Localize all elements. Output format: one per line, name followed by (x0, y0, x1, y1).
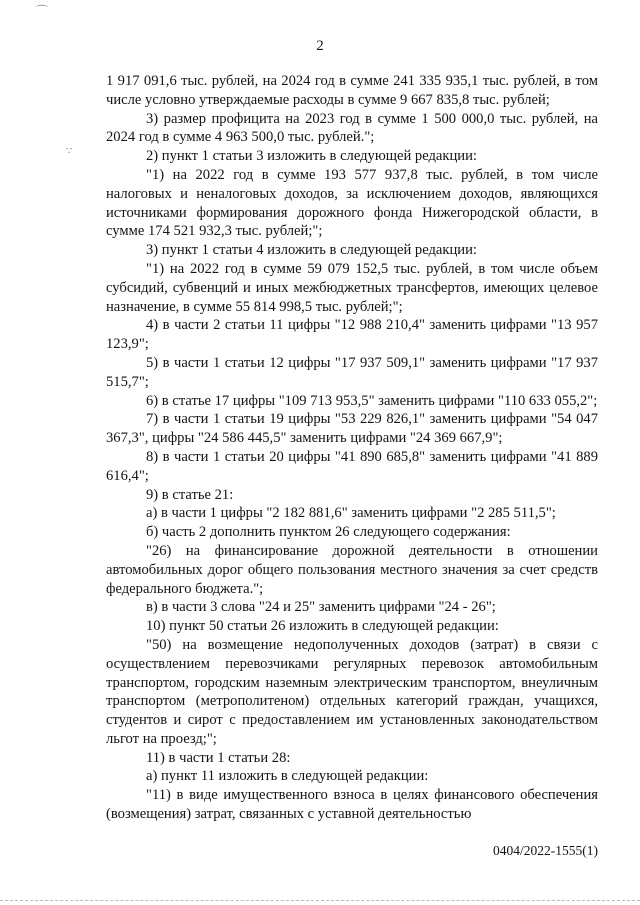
paragraph: 6) в статье 17 цифры "109 713 953,5" заменить цифрами "110 633 055,2"; (146, 392, 598, 409)
paragraph: 3) размер профицита на 2023 год в сумме 1 500 000,0 тыс. рублей, на 2024 год в сумме 4 963 500,0 тыс. рублей."; (106, 110, 598, 146)
paragraph: "11) в виде имущественного взноса в целях финансового обеспечения (возмещения) затрат, связанных с уставной деятельностью (106, 787, 598, 823)
document-body (106, 72, 598, 824)
paragraph: 10) пункт 50 статьи 26 изложить в следующей редакции: (146, 618, 499, 635)
scan-artifact-mark: ∵ (66, 146, 73, 157)
paragraph: 7) в части 1 статьи 19 цифры "53 229 826,1" заменить цифрами "54 047 367,3", цифры "24 586 445,5" заменить цифрами "24 369 667,9"; (106, 411, 598, 447)
paragraph: 2) пункт 1 статьи 3 изложить в следующей редакции: (146, 148, 477, 165)
paragraph: б) часть 2 дополнить пунктом 26 следующего содержания: (146, 524, 511, 541)
scan-artifact-mark: ⌒ (36, 4, 49, 18)
paragraph: 3) пункт 1 статьи 4 изложить в следующей редакции: (146, 242, 477, 259)
paragraph: а) пункт 11 изложить в следующей редакции: (146, 768, 429, 785)
paragraph: "1) на 2022 год в сумме 59 079 152,5 тыс. рублей, в том числе объем субсидий, субвенций и иных межбюджетных трансфертов, имеющих целевое назначение, в сумме 55 814 998,5 тыс. рублей;"; (106, 260, 598, 315)
paragraph: 8) в части 1 статьи 20 цифры "41 890 685,8" заменить цифрами "41 889 616,4"; (106, 448, 598, 484)
paragraph: 4) в части 2 статьи 11 цифры "12 988 210,4" заменить цифрами "13 957 123,9"; (106, 317, 598, 353)
paragraph: 9) в статье 21: (146, 486, 234, 503)
paragraph: "50) на возмещение недополученных доходов (затрат) в связи с осуществлением перевозчиками регулярных перевозок автомобильным транспортом, городским наземным электрическим транспортом, внеуличным транспортом (метрополитеном) отдельных категорий граждан, учащихся, студентов и сирот с предоставлением им установленных законодательством льгот на проезд;"; (106, 636, 598, 747)
paragraph: "1) на 2022 год в сумме 193 577 937,8 тыс. рублей, в том числе налоговых и неналоговых доходов, за исключением доходов, являющихся источниками формирования дорожного фонда Нижегородской области, в сумме 174 521 932,3 тыс. рублей;"; (106, 166, 598, 240)
paragraph: 1 917 091,6 тыс. рублей, на 2024 год в сумме 241 335 935,1 тыс. рублей, в том числе условно утверждаемые расходы в сумме 9 667 835,8 тыс. рублей; (106, 73, 598, 108)
page-number: 2 (316, 38, 324, 54)
paragraph: а) в части 1 цифры "2 182 881,6" заменить цифрами "2 285 511,5"; (146, 505, 556, 522)
paragraph: в) в части 3 слова "24 и 25" заменить цифрами "24 - 26"; (146, 599, 496, 616)
paragraph: 5) в части 1 статьи 12 цифры "17 937 509,1" заменить цифрами "17 937 515,7"; (106, 354, 598, 390)
page-edge-line (0, 900, 640, 901)
paragraph: "26) на финансирование дорожной деятельности в отношении автомобильных дорог общего пользования местного значения за счет средств федерального бюджета."; (106, 542, 598, 597)
document-registration-code: 0404/2022-1555(1) (493, 843, 598, 858)
paragraph: 11) в части 1 статьи 28: (146, 749, 291, 766)
